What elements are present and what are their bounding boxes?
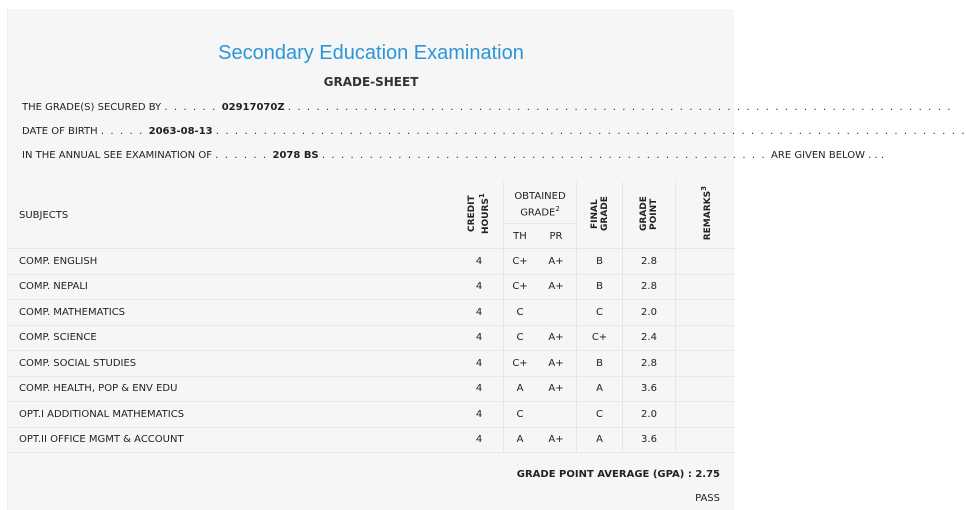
table-row [8, 300, 735, 326]
pr-grade-cell [536, 402, 577, 428]
obtained-grade-label: OBTAINED GRADE [514, 190, 566, 218]
grade-point-cell: 3.6 [623, 376, 676, 402]
grade-point-cell: 2.0 [623, 300, 676, 326]
final-grade-cell: C+ [577, 325, 623, 351]
pr-grade-cell: A+ [536, 351, 577, 377]
th-grade-cell: A [504, 376, 537, 402]
pr-grade-cell [536, 300, 577, 326]
th-grade-cell: A [504, 427, 537, 453]
table-row [8, 249, 735, 275]
subject-cell: COMP. SCIENCE [8, 325, 455, 351]
gpa-summary [517, 469, 720, 480]
pr-grade-cell: A+ [536, 376, 577, 402]
dob-label: DATE OF BIRTH [22, 126, 98, 137]
symbol-number: 02917070Z [221, 102, 285, 113]
remarks-cell [676, 300, 736, 326]
table-row [8, 351, 735, 377]
exam-year: 2078 BS [272, 150, 319, 161]
th-grade-cell: C+ [504, 351, 537, 377]
remarks-label: REMARKS [702, 191, 713, 241]
subject-cell: COMP. SOCIAL STUDIES [8, 351, 455, 377]
pr-grade-cell: A+ [536, 274, 577, 300]
remarks-cell [676, 249, 736, 275]
credit-hours-sup: 1 [478, 193, 486, 198]
th-grade-cell: C+ [504, 249, 537, 275]
grade-point-cell: 2.8 [623, 351, 676, 377]
credit-cell: 4 [455, 376, 504, 402]
info-date-of-birth: DATE OF BIRTH . . . . . 2063-08-13 . . . . . . . . . . . . . . . . . . . . . . . . . . . . . . . . . . . . . . . . . . . . . . . . . . . . . . . . . . . . . . . . . . . . . . . . . . . . . . . [22, 126, 966, 137]
credit-cell: 4 [455, 351, 504, 377]
obtained-grade-header [504, 182, 577, 224]
subject-cell: COMP. ENGLISH [8, 249, 455, 275]
pr-grade-cell: A+ [536, 325, 577, 351]
grade-point-header [623, 182, 676, 249]
credit-cell: 4 [455, 427, 504, 453]
grade-sheet [7, 9, 966, 510]
th-header: TH [504, 224, 537, 249]
subject-cell: COMP. NEPALI [8, 274, 455, 300]
given-below-text: ARE GIVEN BELOW . . . [771, 150, 885, 161]
dob-value: 2063-08-13 [148, 126, 213, 137]
grade-point-cell: 2.8 [623, 249, 676, 275]
credit-cell: 4 [455, 274, 504, 300]
grade-point-cell: 3.6 [623, 427, 676, 453]
final-grade-cell: A [577, 376, 623, 402]
credit-cell: 4 [455, 300, 504, 326]
final-grade-label: FINAL GRADE [589, 196, 610, 231]
page-subtitle: GRADE-SHEET [323, 75, 419, 89]
pr-header: PR [536, 224, 577, 249]
table-row [8, 402, 735, 428]
remarks-sup: 3 [699, 186, 708, 192]
obtained-grade-sup: 2 [555, 204, 560, 213]
th-grade-cell: C [504, 300, 537, 326]
final-grade-cell: B [577, 274, 623, 300]
pr-grade-cell: A+ [536, 249, 577, 275]
final-grade-cell: A [577, 427, 623, 453]
credit-cell: 4 [455, 249, 504, 275]
credit-cell: 4 [455, 402, 504, 428]
table-row [8, 376, 735, 402]
subject-cell: COMP. MATHEMATICS [8, 300, 455, 326]
remarks-cell [676, 402, 736, 428]
subject-cell: OPT.I ADDITIONAL MATHEMATICS [8, 402, 455, 428]
grade-secured-label: THE GRADE(S) SECURED BY [22, 102, 162, 113]
remarks-cell [676, 427, 736, 453]
gpa-label: GRADE POINT AVERAGE (GPA) : [516, 469, 692, 480]
table-row [8, 427, 735, 453]
th-grade-cell: C+ [504, 274, 537, 300]
gpa-value: 2.75 [695, 469, 720, 480]
pr-grade-cell: A+ [536, 427, 577, 453]
final-grade-cell: B [577, 249, 623, 275]
remarks-header [676, 182, 736, 249]
page-title: Secondary Education Examination [218, 42, 524, 64]
credit-hours-label: CREDIT HOURS [467, 195, 491, 234]
final-grade-cell: C [577, 402, 623, 428]
grade-point-cell: 2.4 [623, 325, 676, 351]
final-grade-cell: C [577, 300, 623, 326]
remarks-cell [676, 351, 736, 377]
info-grade-secured: THE GRADE(S) SECURED BY . . . . . . 02917070Z . . . . . . . . . . . . . . . . . . . . . . . . . . . . . . . . . . . . . . . . . . . . . . . . . . . . . . . . . . . . . . . . . . . . . . [22, 102, 953, 113]
credit-hours-header [455, 182, 504, 249]
table-row [8, 274, 735, 300]
final-grade-cell: B [577, 351, 623, 377]
grades-table [8, 182, 735, 453]
info-exam: IN THE ANNUAL SEE EXAMINATION OF . . . . . . 2078 BS . . . . . . . . . . . . . . . . . . . . . . . . . . . . . . . . . . . . . . . . . . . . . . . ARE GIVEN BELOW . . . [22, 150, 885, 161]
grade-point-cell: 2.8 [623, 274, 676, 300]
subjects-header: SUBJECTS [8, 182, 455, 249]
remarks-cell [676, 325, 736, 351]
subject-cell: OPT.II OFFICE MGMT & ACCOUNT [8, 427, 455, 453]
subject-cell: COMP. HEALTH, POP & ENV EDU [8, 376, 455, 402]
th-grade-cell: C [504, 402, 537, 428]
grade-point-label: GRADE POINT [639, 196, 659, 231]
grade-point-cell: 2.0 [623, 402, 676, 428]
th-grade-cell: C [504, 325, 537, 351]
exam-label: IN THE ANNUAL SEE EXAMINATION OF [22, 150, 212, 161]
remarks-cell [676, 376, 736, 402]
final-grade-header [577, 182, 623, 249]
result-status: PASS [695, 493, 720, 504]
remarks-cell [676, 274, 736, 300]
table-row [8, 325, 735, 351]
credit-cell: 4 [455, 325, 504, 351]
